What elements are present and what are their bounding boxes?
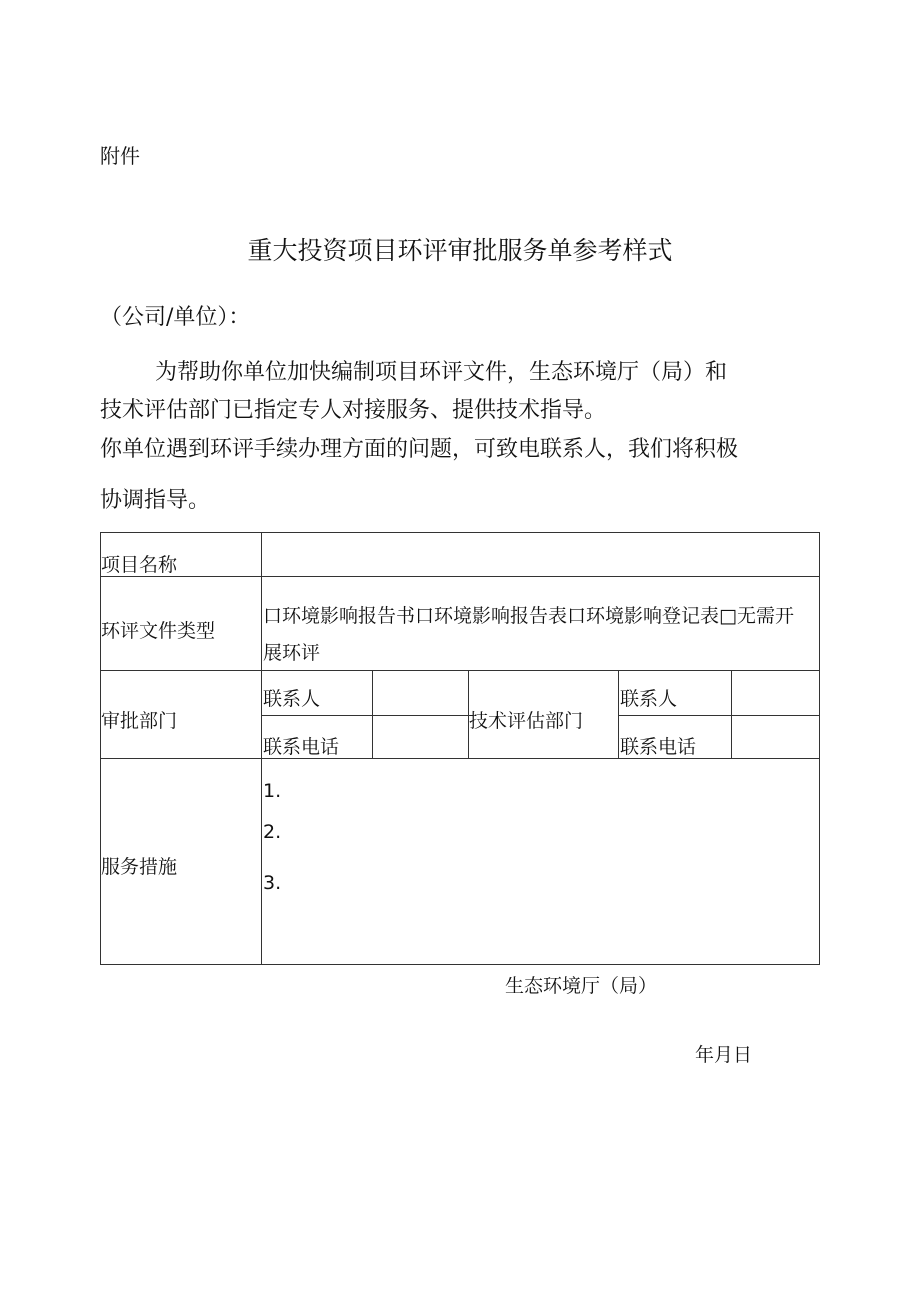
doc-type-options-cont: 展环评 (263, 642, 321, 664)
tech-contact-label: 联系人 (620, 688, 678, 710)
table-column-divider (372, 670, 373, 758)
table-border-left (100, 532, 101, 965)
service-measures-label: 服务措施 (101, 856, 178, 878)
measure-item: 2. (263, 821, 282, 843)
table-column-divider (618, 670, 619, 758)
tech-phone-label: 联系电话 (620, 736, 697, 758)
table-border-right (819, 532, 820, 965)
body-line-2: 技术评估部门已指定专人对接服务、提供技术指导。 (100, 398, 607, 423)
issuer-signature: 生态环境厅（局） (505, 975, 658, 997)
approval-contact-label: 联系人 (263, 688, 321, 710)
project-name-label: 项目名称 (101, 554, 178, 576)
table-column-divider (731, 670, 732, 758)
table-column-divider (261, 532, 262, 965)
table-row-divider (261, 715, 473, 716)
measure-item: 1. (263, 780, 282, 802)
table-row-divider (100, 670, 820, 671)
service-form-table (100, 532, 820, 965)
document-title: 重大投资项目环评审批服务单参考样式 (247, 236, 673, 265)
table-row-divider (100, 758, 820, 759)
table-row-divider (618, 715, 820, 716)
body-line-4: 协调指导。 (100, 488, 211, 513)
doc-type-options: 口环境影响报告书口环境影响报告表口环境影响登记表□无需开 (263, 605, 794, 627)
body-line-3: 你单位遇到环评手续办理方面的问题，可致电联系人，我们将积极 (100, 437, 739, 462)
salutation: （公司/单位）： (100, 305, 251, 330)
measure-item: 3. (263, 872, 282, 894)
approval-phone-label: 联系电话 (263, 736, 340, 758)
date-line: 年月日 (695, 1044, 753, 1066)
table-border-top (100, 532, 820, 533)
body-line-1: 为帮助你单位加快编制项目环评文件，生态环境厅（局）和 (155, 360, 728, 385)
doc-type-label: 环评文件类型 (101, 620, 216, 642)
table-row-divider (100, 576, 820, 577)
table-border-bottom (100, 964, 820, 965)
tech-eval-dept-label: 技术评估部门 (469, 710, 584, 732)
attachment-label: 附件 (100, 144, 140, 168)
approval-dept-label: 审批部门 (101, 710, 178, 732)
